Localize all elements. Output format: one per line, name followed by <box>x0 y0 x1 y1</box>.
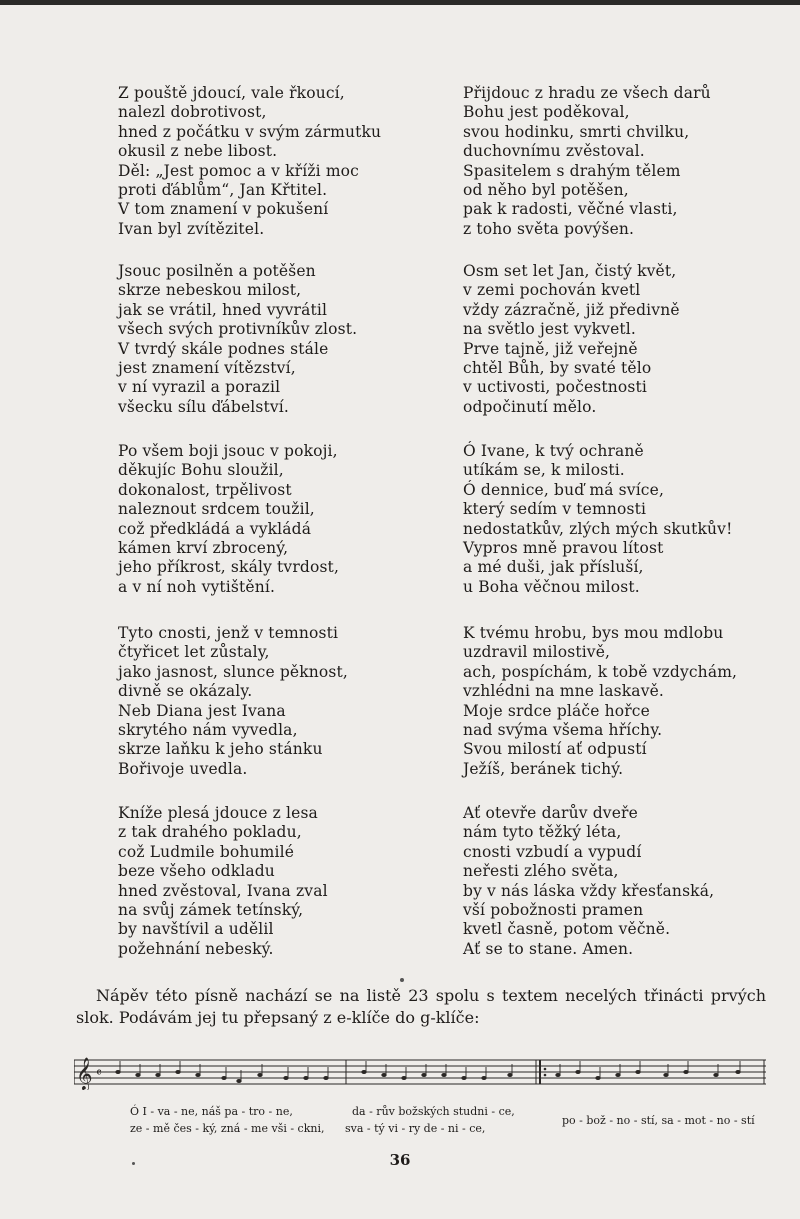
verse-line: v uctivosti, počestnosti <box>463 378 647 397</box>
verse-line: Ó dennice, buď má svíce, <box>463 480 665 499</box>
verse-line: hned z počátku v svým zármutku <box>118 122 382 141</box>
verse-line: v ní vyrazil a porazil <box>118 378 281 397</box>
verse-line: Tyto cnosti, jenž v temnosti <box>118 624 339 642</box>
verse-line: na světlo jest vykvetl. <box>463 320 636 339</box>
note-icon <box>482 1067 486 1080</box>
verse-line: Ježíš, beránek tichý. <box>463 759 624 778</box>
verse-line: a mé duši, jak přísluší, <box>463 558 644 577</box>
melody-note-line-1: Nápěv této písně nachází se na listě 23 spolu s textem necelých třinácti prvých <box>96 986 766 1005</box>
verse-line: svou hodinku, smrti chvilku, <box>463 122 690 141</box>
note-icon <box>576 1061 580 1074</box>
verse-line: dokonalost, trpělivost <box>118 480 292 499</box>
verse-line: proti ďáblům“, Jan Křtitel. <box>118 181 328 200</box>
stanza-2 <box>463 84 711 239</box>
verse-line: z toho světa povýšen. <box>463 219 635 238</box>
verse-line: Po všem boji jsouc v pokoji, <box>118 442 338 460</box>
verse-line: Ať se to stane. Amen. <box>463 939 634 958</box>
verse-line: pak k radosti, věčné vlasti, <box>463 200 678 219</box>
melody-note-line-2: slok. Podávám jej tu přepsaný z e-klíče do g-klíče: <box>76 1008 480 1027</box>
verse-line: V tom znamení v pokušení <box>118 200 329 219</box>
stanza-4 <box>463 262 680 417</box>
verse-line: hned zvěstoval, Ivana zval <box>118 881 328 900</box>
verse-line: jeho příkrost, skály tvrdost, <box>118 558 340 577</box>
verse-line: vší pobožnosti pramen <box>463 901 644 920</box>
verse-line: Kníže plesá jdouce z lesa <box>118 804 318 822</box>
verse-line: cnosti vzbudí a vypudí <box>463 842 642 861</box>
verse-line: naleznout srdcem toužil, <box>118 500 315 519</box>
verse-line: uzdravil milostivě, <box>463 643 611 662</box>
verse-line: by v nás láska vždy křesťanská, <box>463 881 715 900</box>
common-time-icon: 𝄴 <box>96 1066 102 1081</box>
scan-top-edge <box>0 0 800 5</box>
verse-line: Přijdouc z hradu ze všech darů <box>463 84 711 102</box>
verse-line: nedostatkův, zlých mých skutkův! <box>463 519 733 538</box>
verse-line: který sedím v temnosti <box>463 500 647 519</box>
verse-line: vždy zázračně, již předivně <box>463 300 680 319</box>
stanza-3 <box>118 262 357 417</box>
page-number: 36 <box>389 1151 411 1169</box>
note-icon <box>362 1061 366 1074</box>
verse-line: z tak drahého pokladu, <box>118 823 302 842</box>
note-icon <box>636 1061 640 1074</box>
stanza-1 <box>118 84 381 239</box>
verse-line: Prve tajně, již veřejně <box>463 339 638 358</box>
verse-line: čtyřicet let zůstaly, <box>118 643 270 662</box>
verse-line: Ó Ivane, k tvý ochraně <box>463 442 644 460</box>
note-icon <box>116 1061 120 1074</box>
verse-line: skrze nebeskou milost, <box>118 281 302 300</box>
lyrics-row-2a: ze - mě čes - ký, zná - me vši - ckni, <box>130 1122 325 1135</box>
verse-line: od něho byl potěšen, <box>463 181 629 200</box>
verse-line: jak se vrátil, hned vyvrátil <box>118 300 328 319</box>
verse-line: Neb Diana jest Ivana <box>118 701 286 720</box>
verse-line: by navštívil a udělil <box>118 920 274 939</box>
verse-line: utíkám se, k milosti. <box>463 461 625 480</box>
verse-line: divně se okázaly. <box>118 682 253 701</box>
verse-line: kvetl časně, potom věčně. <box>463 920 671 939</box>
music-staff <box>74 1054 766 1090</box>
verse-line: nalezl dobrotivost, <box>118 103 267 122</box>
verse-line: skrytého nám vyvedla, <box>118 721 298 740</box>
verse-line: K tvému hrobu, bys mou mdlobu <box>463 624 724 642</box>
stanza-10 <box>463 804 714 959</box>
verse-line: V tvrdý skále podnes stále <box>118 339 329 358</box>
lyrics-row-3: po - bož - no - stí, sa - mot - no - stí <box>562 1114 755 1127</box>
verse-line: ach, pospíchám, k tobě vzdychám, <box>463 662 738 681</box>
verse-line: vzhlédni na mne laskavě. <box>463 682 664 701</box>
verse-line: odpočinutí mělo. <box>463 397 597 416</box>
stanza-6 <box>463 442 732 597</box>
verse-line: Ať otevře darův dveře <box>463 804 638 822</box>
verse-line: jako jasnost, slunce pěknost, <box>118 662 348 681</box>
verse-line: což předkládá a vykládá <box>118 519 312 538</box>
verse-line: všecku sílu ďábelství. <box>118 397 289 416</box>
note-icon <box>462 1067 466 1080</box>
verse-line: Moje srdce pláče hořce <box>463 701 650 720</box>
verse-line: okusil z nebe libost. <box>118 142 278 161</box>
verse-line: Ivan byl zvítězitel. <box>118 219 265 238</box>
lyrics-row-1a: Ó I - va - ne, náš pa - tro - ne, <box>130 1105 293 1118</box>
verse-line: Bohu jest poděkoval, <box>463 103 630 122</box>
verse-line: jest znamení vítězství, <box>118 359 296 378</box>
note-icon <box>284 1067 288 1080</box>
note-icon <box>736 1061 740 1074</box>
scan-speck <box>400 978 404 982</box>
stanza-8 <box>463 624 737 779</box>
g-clef-icon: 𝄞 <box>76 1057 93 1090</box>
note-icon <box>324 1067 328 1080</box>
note-icon <box>684 1061 688 1074</box>
scan-speck <box>132 1162 135 1165</box>
note-icon <box>304 1067 308 1080</box>
note-icon <box>176 1061 180 1074</box>
verse-line: nám tyto těžký léta, <box>463 823 622 842</box>
lyrics-row-2b: sva - tý vi - ry de - ni - ce, <box>345 1122 486 1135</box>
verse-line: u Boha věčnou milost. <box>463 577 640 596</box>
verse-line: požehnání nebeský. <box>118 939 274 958</box>
verse-line: nad svýma všema hříchy. <box>463 721 663 740</box>
verse-line: v zemi pochován kvetl <box>463 281 641 300</box>
lyrics-row-1b: da - rův božských studni - ce, <box>352 1105 515 1118</box>
verse-line: neřesti zlého světa, <box>463 862 619 881</box>
verse-line: a v ní noh vytištění. <box>118 577 276 596</box>
stanza-5 <box>118 442 339 597</box>
verse-line: beze všeho odkladu <box>118 862 275 881</box>
stanza-7 <box>118 624 348 779</box>
note-icon <box>222 1067 226 1080</box>
note-icon <box>402 1067 406 1080</box>
verse-line: Bořivoje uvedla. <box>118 759 248 778</box>
verse-line: Spasitelem s drahým tělem <box>463 161 681 180</box>
verse-line: chtěl Bůh, by svaté tělo <box>463 359 652 378</box>
stanza-9 <box>118 804 328 959</box>
melody-note-paragraph <box>76 985 766 1029</box>
verse-line: kámen krví zbrocený, <box>118 539 289 558</box>
verse-line: Osm set let Jan, čistý květ, <box>463 262 677 280</box>
verse-line: Vypros mně pravou lítost <box>463 539 664 558</box>
note-icon <box>596 1067 600 1080</box>
verse-line: což Ludmile bohumilé <box>118 842 295 861</box>
verse-line: Z pouště jdoucí, vale řkoucí, <box>118 84 345 102</box>
verse-line: duchovnímu zvěstoval. <box>463 142 645 161</box>
verse-line: skrze laňku k jeho stánku <box>118 740 323 759</box>
verse-line: Svou milostí ať odpustí <box>463 740 647 759</box>
verse-line: Jsouc posilněn a potěšen <box>118 262 316 280</box>
verse-line: na svůj zámek tetínský, <box>118 901 304 920</box>
verse-line: Děl: „Jest pomoc a v kříži moc <box>118 161 359 180</box>
verse-line: děkujíc Bohu sloužil, <box>118 461 284 480</box>
verse-line: všech svých protivníkův zlost. <box>118 320 358 339</box>
